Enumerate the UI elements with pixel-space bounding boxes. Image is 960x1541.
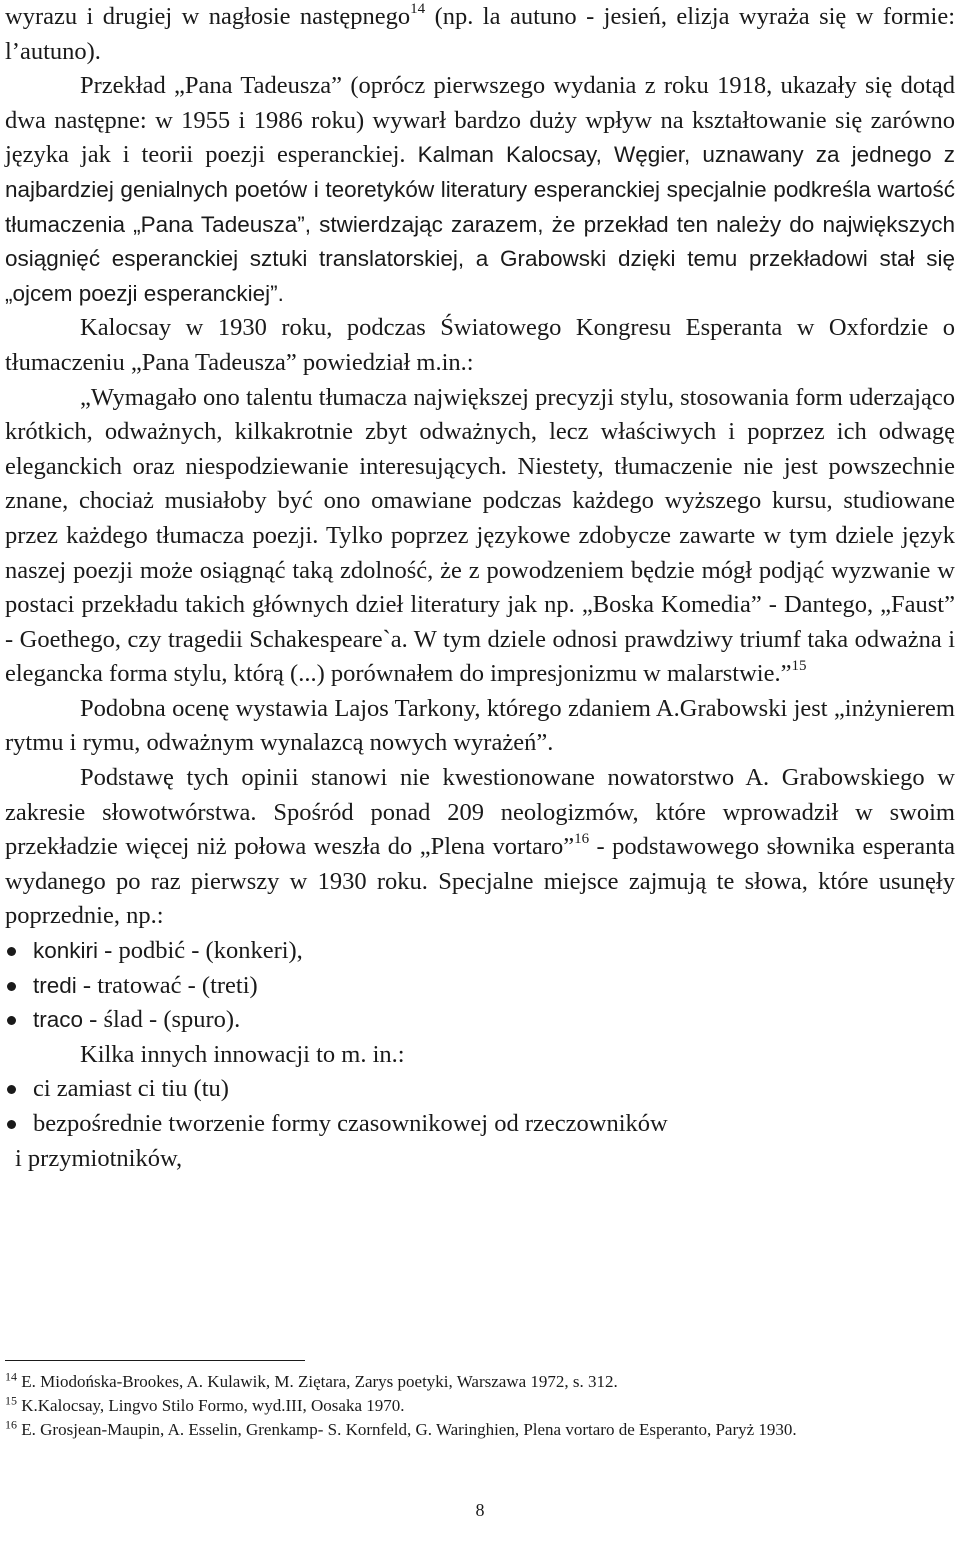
list-item-text: - ślad - (spuro). bbox=[83, 1006, 241, 1034]
footnote-16 bbox=[5, 1418, 955, 1442]
paragraph-1-text: wyrazu i drugiej w nagłosie następnego bbox=[5, 3, 411, 30]
list-item-text: - tratować - (treti) bbox=[76, 971, 258, 999]
footnote-15 bbox=[5, 1394, 955, 1418]
paragraph-4: Kalocsay w 1930 roku, podczas Światowego Kongresu Esperanta w Oxfordzie o tłumaczeniu „Pana Tadeusza” powiedział m.in.: bbox=[5, 314, 955, 376]
paragraph-7-text: Podstawę tych opinii stanowi nie kwestionowane nowatorstwo A. Grabowskiego w zakresie słowotwórstwa. Spośród ponad 209 neologizmów, które wprowadził w swoim przekładzie więcej niż połowa weszła do „Plena vortaro” bbox=[5, 764, 955, 861]
footnote-ref-15: 15 bbox=[791, 658, 807, 675]
paragraph-7-rest: - podstawowego słownika esperanta wydanego po raz pierwszy w 1930 roku. Specjalne miejsce zajmują te słowa, które usunęły poprzednie, np.: bbox=[5, 833, 955, 930]
paragraph-2: Przekład „Pana Tadeusza” (oprócz pierwszego wydania z roku 1918, ukazały się dotąd dwa następne: w 1955 i 1986 roku) wywarł bardzo duży wpływ na kształtowanie się zarówno języka jak i teorii poezji esperanckiej. bbox=[5, 72, 955, 169]
bullet-icon bbox=[7, 947, 16, 956]
paragraph-5 bbox=[5, 381, 955, 692]
list-item bbox=[5, 969, 955, 1004]
paragraph-3: Kalman Kalocsay, Węgier, uznawany za jednego z najbardziej genialnych poetów i teoretyków literatury esperanckiej specjalnie podkreśla wartość tłumaczenia „Pana Tadeusza”, stwierdzając zarazem, że przekład ten należy do największych osiągnięć esperanckiej sztuki translatorskiej, a Grabowski dzięki temu przekładowi stał się „ojcem poezji esperanckiej”. bbox=[5, 142, 955, 306]
footnote-number: 14 bbox=[5, 1369, 17, 1384]
footnote-text: E. Grosjean-Maupin, A. Esselin, Grenkamp- S. Kornfeld, G. Waringhien, Plena vortaro de Esperanto, Paryż 1930. bbox=[17, 1420, 797, 1439]
footnote-text: K.Kalocsay, Lingvo Stilo Formo, wyd.III, Oosaka 1970. bbox=[17, 1396, 405, 1415]
paragraph-8: Kilka innych innowacji to m. in.: bbox=[80, 1040, 405, 1068]
list-item bbox=[5, 1003, 955, 1038]
page-number: 8 bbox=[475, 1500, 485, 1520]
list-item bbox=[5, 1072, 955, 1107]
footnote-14 bbox=[5, 1370, 955, 1394]
paragraph-1-rest: (np. la autuno - jesień, elizja wyraża się w formie: l’autuno). bbox=[5, 3, 956, 65]
innovation-list bbox=[5, 1072, 955, 1141]
esperanto-word: konkiri bbox=[33, 938, 99, 964]
list-item-text: bezpośrednie tworzenie formy czasownikowej od rzeczowników bbox=[33, 1110, 668, 1137]
list-item bbox=[5, 934, 955, 969]
paragraph-6: Podobna ocenę wystawia Lajos Tarkony, którego zdaniem A.Grabowski jest „inżynierem rytmu i rymu, odważnym wynalazcą nowych wyrażeń”. bbox=[5, 694, 955, 757]
paragraph-1 bbox=[5, 0, 955, 69]
footnote-separator bbox=[5, 1360, 305, 1361]
footnote-number: 15 bbox=[5, 1393, 17, 1408]
bullet-icon bbox=[7, 1120, 16, 1129]
esperanto-word: tredi bbox=[33, 972, 77, 998]
neologism-list bbox=[5, 934, 955, 1038]
footnote-number: 16 bbox=[5, 1417, 17, 1432]
list-item bbox=[5, 1107, 955, 1142]
bullet-icon bbox=[7, 1016, 16, 1025]
esperanto-word: traco bbox=[33, 1007, 84, 1033]
footnote-text: E. Miodońska-Brookes, A. Kulawik, M. Ziętara, Zarys poetyki, Warszawa 1972, s. 312. bbox=[17, 1372, 618, 1391]
main-text bbox=[5, 0, 955, 1176]
paragraph-7 bbox=[5, 761, 955, 934]
quote-text: „Wymagało ono talentu tłumacza największej precyzji stylu, stosowania form uderzająco krótkich, odważnych, kilkakrotnie zbyt odważnych, lecz właściwych i poprzez ich odwagę eleganckich oraz niespodziewanie interesujących. Niestety, tłumaczenie nie jest powszechnie znane, chociaż musiałoby być ono omawiane podczas każdego wyższego kursu, studiowane przez każdego tłumacza poezji. Tylko poprzez językowe zdobycze zawarte w tym dziele język naszej poezji może osiągnąć taką zdolność, że z powodzeniem będzie mógł podjąć wyzwanie w postaci przekładu takich głównych dzieł literatury jak np. „Boska Komedia” - Dantego, „Faust” - Goethego, czy tragedii Schakespeare`a. W tym dziele odnosi prawdziwy triumf taka odważna i elegancka forma stylu, którą (...) porównałem do impresjonizmu w malarstwie.” bbox=[5, 383, 955, 688]
list-item-text: - podbić - (konkeri), bbox=[98, 937, 303, 965]
footnote-ref-16: 16 bbox=[574, 831, 590, 848]
bullet-icon bbox=[7, 1085, 16, 1094]
list-continuation: i przymiotników, bbox=[15, 1144, 183, 1172]
bullet-icon bbox=[7, 982, 16, 991]
footnote-ref-14: 14 bbox=[410, 0, 426, 17]
list-item-text: ci zamiast ci tiu (tu) bbox=[33, 1075, 229, 1103]
footnotes bbox=[5, 1370, 955, 1442]
